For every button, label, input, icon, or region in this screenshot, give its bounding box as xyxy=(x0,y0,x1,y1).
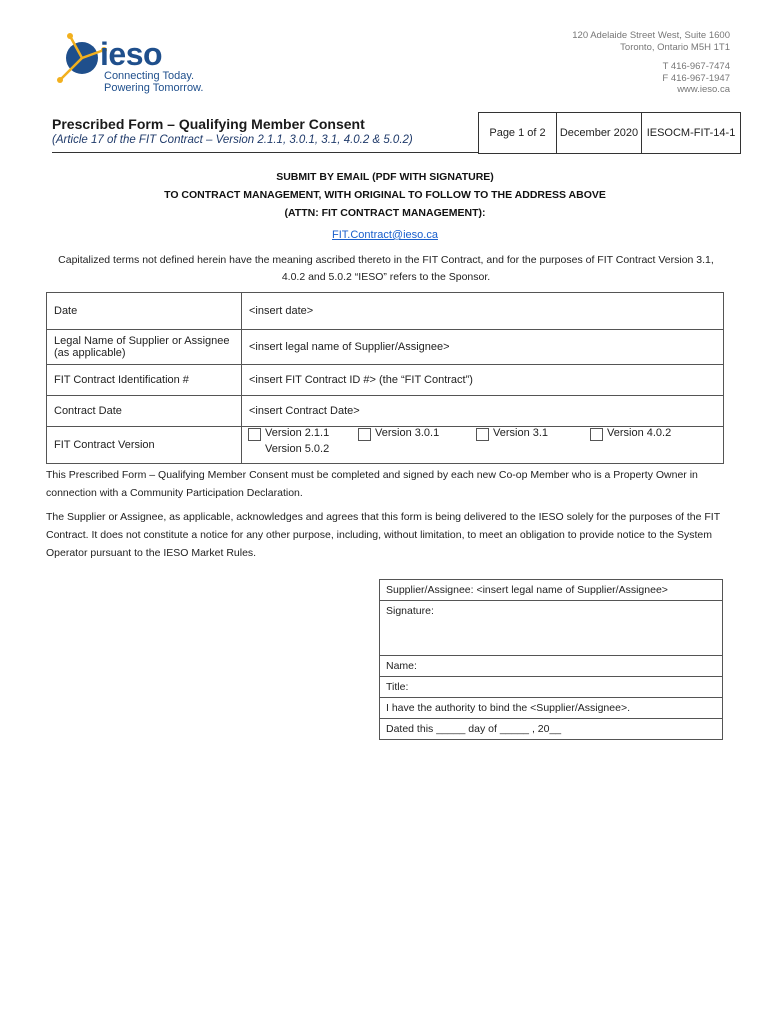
supplier-name-field[interactable]: Supplier/Assignee: <insert legal name of Supplier/Assignee> xyxy=(380,580,723,601)
legal-name-label xyxy=(47,330,242,365)
version-3-0-1-checkbox[interactable] xyxy=(358,428,371,441)
version-4-0-2-checkbox[interactable] xyxy=(590,428,603,441)
contract-version-options xyxy=(242,427,724,464)
title-field[interactable]: Title: xyxy=(380,677,723,698)
title-divider xyxy=(52,152,478,153)
tagline-line-1: Connecting Today. xyxy=(104,70,195,82)
consent-paragraph: This Prescribed Form – Qualifying Member Consent must be completed and signed by each new Co-op Member who is a Property Owner in connection with a Community Participation Declaration. xyxy=(46,469,698,499)
legal-name-label-line-1: Legal Name of Supplier or Assignee xyxy=(54,335,230,347)
legal-name-field[interactable]: <insert legal name of Supplier/Assignee> xyxy=(242,330,724,365)
version-2-1-1-label: Version 2.1.1 xyxy=(265,427,330,439)
contract-id-field[interactable]: <insert FIT Contract ID #> (the “FIT Contract”) xyxy=(242,365,724,396)
signature-field[interactable]: Signature: xyxy=(380,601,723,656)
logo-wordmark: ieso xyxy=(100,36,163,72)
version-2-1-1-option[interactable] xyxy=(248,427,329,441)
form-subtitle: (Article 17 of the FIT Contract – Version 2.1.1, 3.0.1, 3.1, 4.0.2 & 5.0.2) xyxy=(52,134,413,146)
signature-block xyxy=(379,579,723,740)
version-5-0-2-option[interactable] xyxy=(248,443,329,457)
version-3-1-label: Version 3.1 xyxy=(493,427,549,439)
page-number: Page 1 of 2 xyxy=(479,113,557,153)
authority-statement: I have the authority to bind the <Supplier/Assignee>. xyxy=(380,698,723,719)
instruction-line-3: (ATTN: FIT CONTRACT MANAGEMENT): xyxy=(284,207,486,219)
version-2-1-1-checkbox[interactable] xyxy=(248,428,261,441)
address-line-2: Toronto, Ontario M5H 1T1 xyxy=(620,41,730,53)
fax-number: F 416-967-1947 xyxy=(662,72,730,84)
form-code: IESOCM-FIT-14-1 xyxy=(646,127,736,139)
version-4-0-2-option[interactable] xyxy=(590,427,671,441)
contract-id-label: FIT Contract Identification # xyxy=(47,365,242,396)
contract-date-label: Contract Date xyxy=(47,396,242,427)
address-line-1: 120 Adelaide Street West, Suite 1600 xyxy=(572,30,730,41)
instruction-line-2: TO CONTRACT MANAGEMENT, WITH ORIGINAL TO FOLLOW TO THE ADDRESS ABOVE xyxy=(164,189,606,201)
version-3-1-option[interactable] xyxy=(476,427,548,441)
version-3-0-1-label: Version 3.0.1 xyxy=(375,427,440,439)
tagline-line-2: Powering Tomorrow. xyxy=(104,82,204,94)
website: www.ieso.ca xyxy=(677,84,730,95)
company-address xyxy=(572,30,730,96)
form-meta-box xyxy=(478,112,741,154)
form-date: December 2020 xyxy=(557,113,642,153)
acknowledgement-paragraph: The Supplier or Assignee, as applicable, acknowledges and agrees that this form is being delivered to the IESO solely for the purposes of the FIT Contract. It does not constitute a notice for any other purpose, including, without limitation, to meet an obligation to provide notice to the System Operator pursuant to the IESO Market Rules. xyxy=(46,511,720,559)
version-3-1-checkbox[interactable] xyxy=(476,428,489,441)
version-5-0-2-checkbox[interactable] xyxy=(248,444,261,457)
submit-instructions xyxy=(0,168,770,222)
name-field[interactable]: Name: xyxy=(380,656,723,677)
version-4-0-2-label: Version 4.0.2 xyxy=(607,427,672,439)
instruction-line-1: SUBMIT BY EMAIL (PDF WITH SIGNATURE) xyxy=(276,171,494,183)
date-field[interactable]: <insert date> xyxy=(242,293,724,330)
legal-name-label-line-2: (as applicable) xyxy=(54,347,126,359)
contract-info-table xyxy=(46,292,724,464)
version-3-0-1-option[interactable] xyxy=(358,427,439,441)
date-label: Date xyxy=(47,293,242,330)
email-link[interactable]: FIT.Contract@ieso.ca xyxy=(332,229,438,241)
form-title: Prescribed Form – Qualifying Member Consent xyxy=(52,116,365,132)
version-5-0-2-label: Version 5.0.2 xyxy=(265,443,330,455)
contract-version-label: FIT Contract Version xyxy=(47,427,242,464)
logo-tagline xyxy=(104,70,203,94)
contract-date-field[interactable]: <insert Contract Date> xyxy=(242,396,724,427)
definitions-note: Capitalized terms not defined herein have the meaning ascribed thereto in the FIT Contract, and for the purposes of FIT Contract Version 3.1, 4.0.2 and 5.0.2 “IESO” refers to the Sponsor. xyxy=(58,254,714,283)
dated-field[interactable]: Dated this _____ day of _____ , 20__ xyxy=(380,719,723,740)
phone-number: T 416-967-7474 xyxy=(662,61,730,72)
